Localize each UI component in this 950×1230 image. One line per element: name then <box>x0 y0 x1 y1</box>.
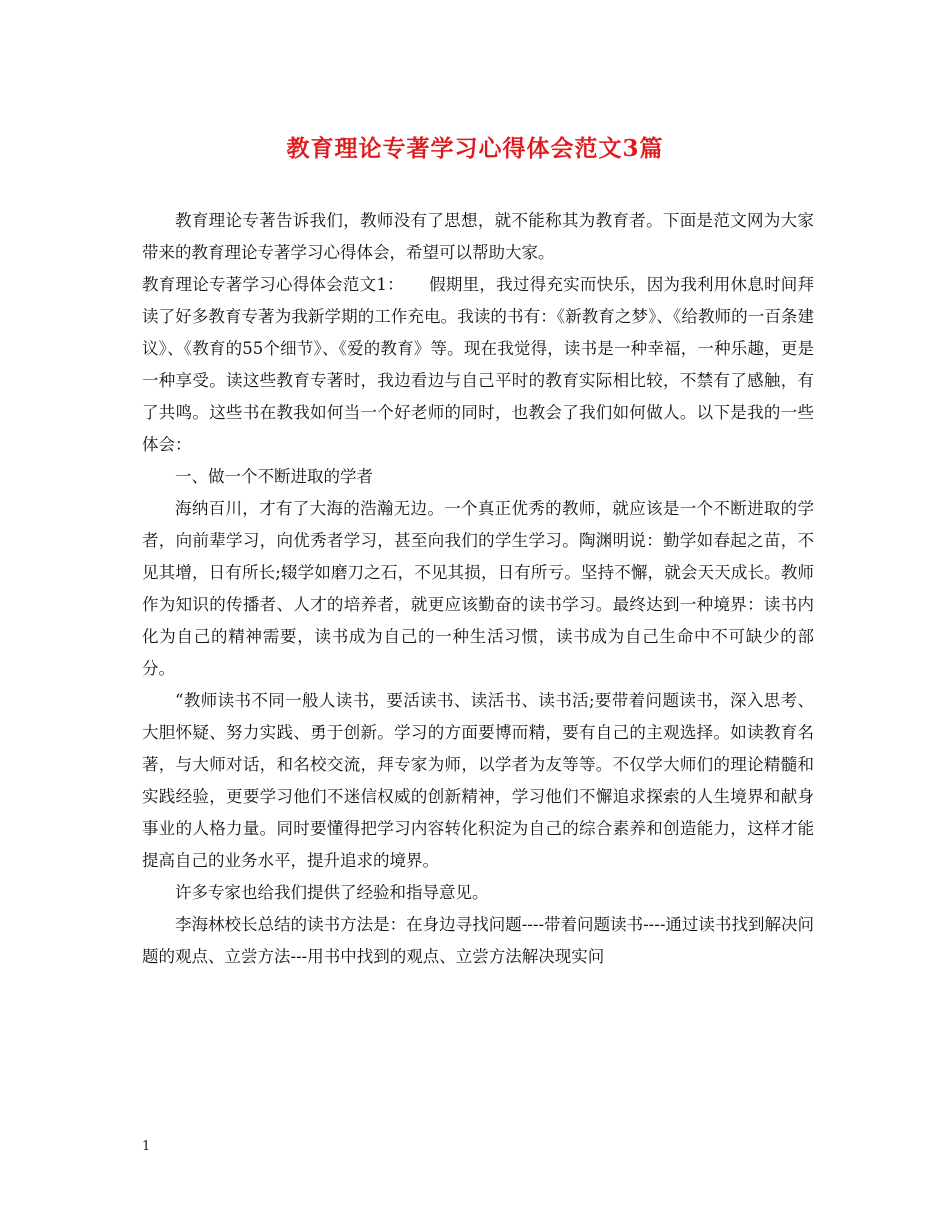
quote-paragraph: “教师读书不同一般人读书，要活读书、读活书、读书活;要带着问题读书，深入思考、大胆怀疑、努力实践、勇于创新。学习的方面要博而精，要有自己的主观选择。如读教育名著，与大师对话，和名校交流，拜专家为师，以学者为友等等。不仅学大师们的理论精髓和实践经验，更要学习他们不迷信权威的创新精神，学习他们不懈追求探索的人生境界和献身事业的人格力量。同时要懂得把学习内容转化积淀为自己的综合素养和创造能力，这样才能提高自己的业务水平，提升追求的境界。 <box>142 691 814 870</box>
body-paragraph: 海纳百川，才有了大海的浩瀚无边。一个真正优秀的教师，就应该是一个不断进取的学者，向前辈学习，向优秀者学习，甚至向我们的学生学习。陶渊明说：勤学如春起之苗，不见其增，日有所长;辍学如磨刀之石，不见其损，日有所亏。坚持不懈，就会天天成长。教师作为知识的传播者、人才的培养者，就更应该勤奋的读书学习。最终达到一种境界：读书内化为自己的精神需要，读书成为自己的一种生活习惯，读书成为自己生命中不可缺少的部分。 <box>142 499 814 678</box>
intro-paragraph: 教育理论专著告诉我们，教师没有了思想，就不能称其为教育者。下面是范文网为大家带来的教育理论专著学习心得体会，希望可以帮助大家。 <box>142 211 814 262</box>
section-heading: 一、做一个不断进取的学者 <box>175 467 373 486</box>
body-paragraph: 李海林校长总结的读书方法是：在身边寻找问题----带着问题读书----通过读书找到解决问题的观点、立尝方法---用书中找到的观点、立尝方法解决现实问 <box>142 915 814 966</box>
page-number: 1 <box>142 1139 151 1154</box>
document-body <box>142 205 814 973</box>
document-title: 教育理论专著学习心得体会范文3篇 <box>286 135 664 162</box>
body-paragraph: 许多专家也给我们提供了经验和指导意见。 <box>175 883 489 902</box>
essay-one-paragraph: 教育理论专著学习心得体会范文1： 假期里，我过得充实而快乐，因为我利用休息时间拜读了好多教育专著为我新学期的工作充电。我读的书有：《新教育之梦》、《给教师的一百条建议》、《教育的55个细节》、《爱的教育》等。现在我觉得，读书是一种幸福，一种乐趣，更是一种享受。读这些教育专著时，我边看边与自己平时的教育实际相比较，不禁有了感触，有了共鸣。这些书在教我如何当一个好老师的同时，也教会了我们如何做人。以下是我的一些体会： <box>142 275 814 454</box>
